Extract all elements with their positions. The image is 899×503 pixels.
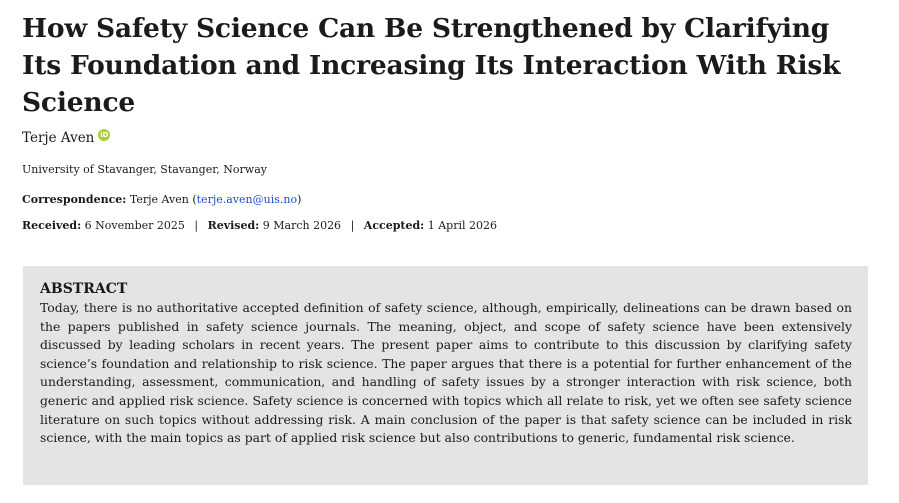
email-link[interactable]: terje.aven@uis.no — [196, 193, 298, 206]
close-paren: ) — [297, 193, 302, 206]
accepted-date: 1 April 2026 — [427, 219, 497, 232]
author-line — [22, 129, 878, 147]
author-name[interactable]: Terje Aven — [22, 130, 95, 146]
article-title: How Safety Science Can Be Strengthened by Clarifying Its Foundation and Increasing Its Interaction With Risk Science — [22, 13, 841, 118]
revised-date: 9 March 2026 — [262, 219, 342, 232]
affiliation: University of Stavanger, Stavanger, Norway — [22, 163, 267, 176]
open-paren: ( — [188, 193, 197, 206]
revised-label: Revised: — [207, 219, 260, 232]
date-separator: | — [194, 219, 199, 232]
article-header — [22, 10, 878, 233]
correspondence-label: Correspondence: — [22, 193, 127, 206]
orcid-icon[interactable]: iD — [100, 131, 109, 139]
received-label: Received: — [22, 219, 82, 232]
accepted-label: Accepted: — [363, 219, 425, 232]
date-separator: | — [350, 219, 355, 232]
abstract-box — [23, 266, 868, 485]
received-date: 6 November 2025 — [84, 219, 185, 232]
correspondence-line — [22, 193, 878, 207]
dates-line — [22, 219, 878, 233]
abstract-heading: ABSTRACT — [40, 281, 128, 297]
correspondence-name: Terje Aven — [129, 193, 189, 206]
abstract-text: Today, there is no authoritative accepted definition of safety science, although, empirically, delineations can be drawn based on the papers published in safety science journals. The meaning, object, and scope of safety science have been extensively discussed by leading scholars in recent years. The present paper aims to contribute to this discussion by clarifying safety science’s foundation and relationship to risk science. The paper argues that there is a potential for further enhancement of the understanding, assessment, communication, and handling of safety issues by a stronger interaction with risk science, both generic and applied risk science. Safety science is concerned with topics which all relate to risk, yet we often see safety science literature on such topics without addressing risk. A main conclusion of the paper is that safety science can be included in risk science, with the main topics as part of applied risk science but also contributions to generic, fundamental risk science. — [40, 300, 852, 446]
